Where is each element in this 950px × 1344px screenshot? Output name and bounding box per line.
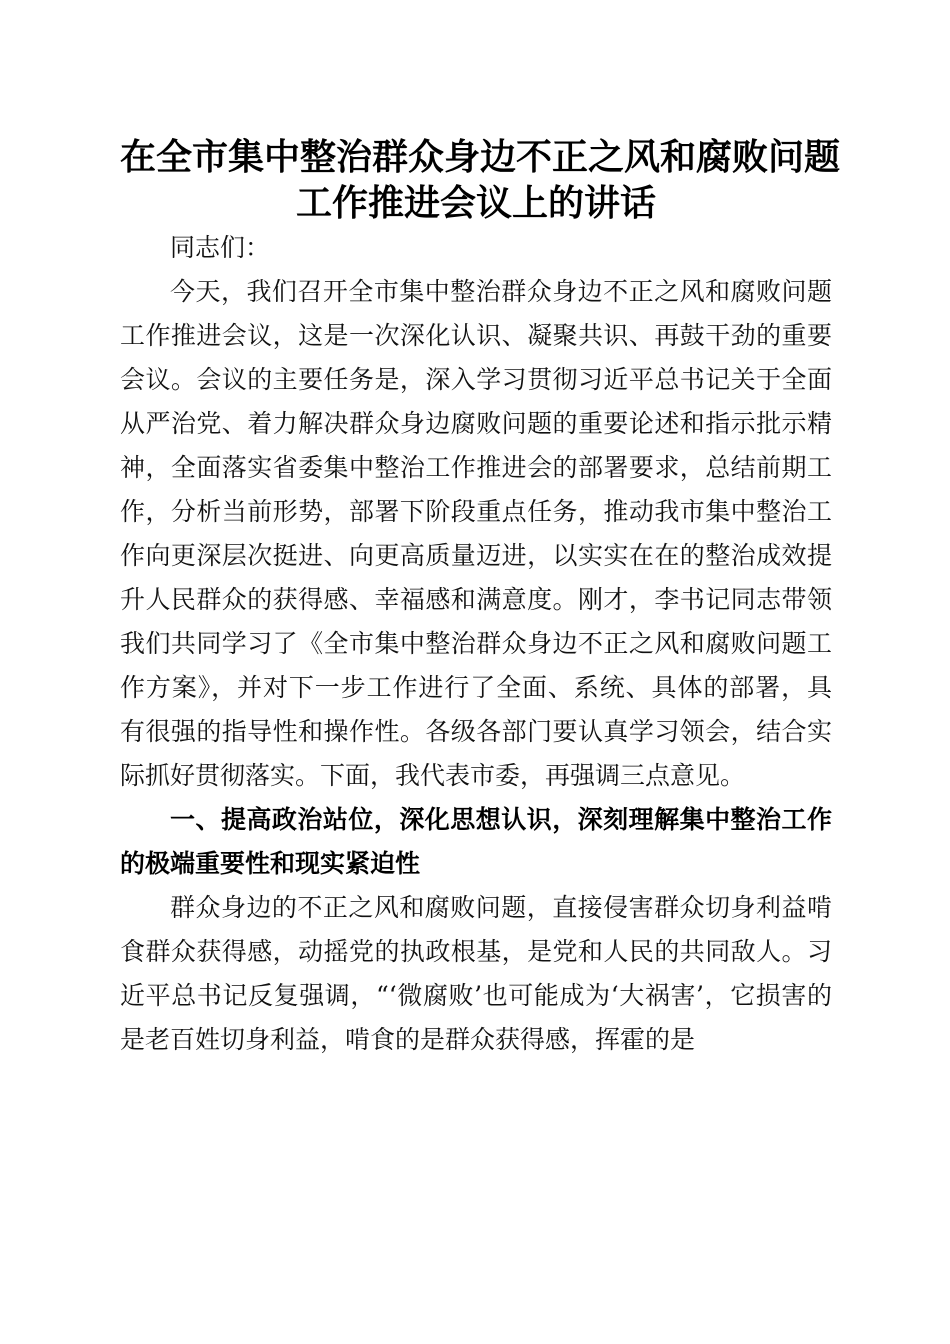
salutation: 同志们： — [170, 233, 271, 262]
section-1-heading: 一、提高政治站位，深化思想认识，深刻理解集中整治工作的极端重要性和现实紧迫性 — [120, 805, 832, 878]
intro-paragraph: 今天，我们召开全市集中整治群众身边不正之风和腐败问题工作推进会议，这是一次深化认识、凝聚共识、再鼓干劲的重要会议。会议的主要任务是，深入学习贯彻习近平总书记关于全面从严治党、着力解决群众身边腐败问题的重要论述和指示批示精神，全面落实省委集中整治工作推进会的部署要求，总结前期工作，分析当前形势，部署下阶段重点任务，推动我市集中整治工作向更深层次挺进、向更高质量迈进，以实实在在的整治成效提升人民群众的获得感、幸福感和满意度。刚才，李书记同志带领我们共同学习了《全市集中整治群众身边不正之风和腐败问题工作方案》，并对下一步工作进行了全面、系统、具体的部署，具有很强的指导性和操作性。各级各部门要认真学习领会，结合实际抓好贯彻落实。下面，我代表市委，再强调三点意见。 — [120, 277, 832, 790]
title-line-1: 在全市集中整治群众身边不正之风和腐败问题 — [120, 136, 841, 178]
document-title — [120, 134, 841, 226]
document-page — [120, 134, 841, 1062]
title-line-2: 工作推进会议上的讲话 — [295, 182, 656, 224]
section-1-paragraph: 群众身边的不正之风和腐败问题，直接侵害群众切身利益啃食群众获得感，动摇党的执政根基，是党和人民的共同敌人。习近平总书记反复强调，“‘微腐败’也可能成为‘大祸害’，它损害的是老百姓切身利益，啃食的是群众获得感，挥霍的是 — [120, 893, 832, 1054]
